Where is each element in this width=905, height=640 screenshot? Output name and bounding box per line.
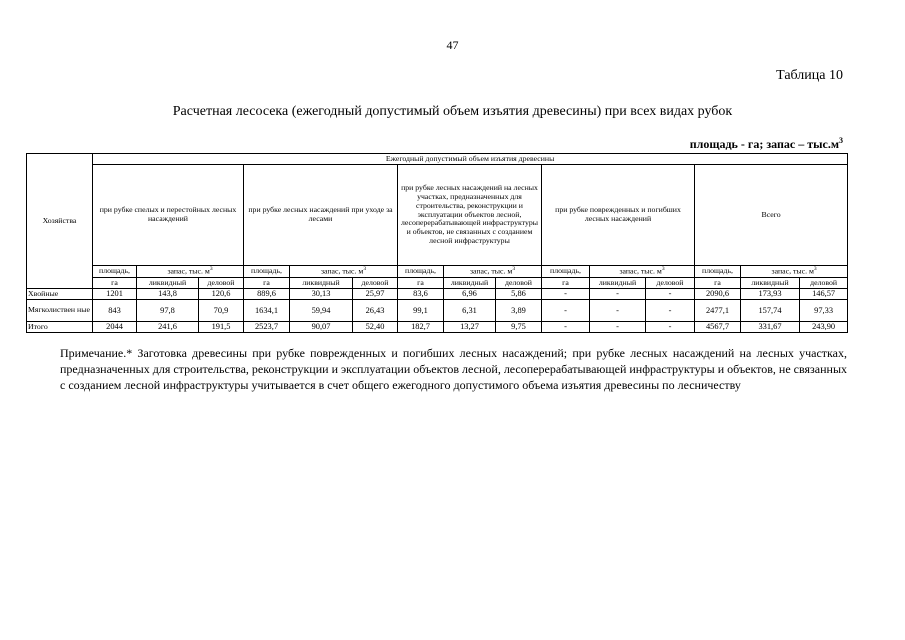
cell: 30,13 (290, 289, 353, 300)
cell: 59,94 (290, 300, 353, 322)
header-liquid: ликвидный (444, 278, 496, 289)
header-stock-text: запас, тыс. м (469, 266, 513, 276)
cell: 157,74 (741, 300, 800, 322)
header-area-unit: га (542, 278, 590, 289)
table-row (27, 322, 848, 333)
cell: 6,31 (444, 300, 496, 322)
table-label: Таблица 10 (776, 68, 843, 83)
cell: 97,8 (137, 300, 199, 322)
cell: 26,43 (353, 300, 398, 322)
header-area-unit: га (93, 278, 137, 289)
header-group-damaged: при рубке поврежденных и погибших лесных насаждений (542, 165, 695, 266)
cell: 13,27 (444, 322, 496, 333)
cell: 2477,1 (695, 300, 741, 322)
row-label: Мягколиствен ные (27, 300, 93, 322)
header-area: площадь, (695, 266, 741, 278)
cell: 331,67 (741, 322, 800, 333)
cell: 889,6 (244, 289, 290, 300)
header-stock-sup: 3 (813, 266, 817, 273)
header-stock-text: запас, тыс. м (619, 266, 662, 276)
header-business: деловой (496, 278, 542, 289)
cell: 99,1 (398, 300, 444, 322)
header-area-unit: га (695, 278, 741, 289)
cell: 2090,6 (695, 289, 741, 300)
header-area-unit: га (244, 278, 290, 289)
header-stock (444, 266, 542, 278)
page-number: 47 (446, 38, 459, 52)
table-row (27, 289, 848, 300)
header-group-construction: при рубке лесных насаждений на лесных участках, предназначенных для строительства, реконструкции и эксплуатации объектов лесной, лесоперерабатывающей инфраструктуры и объектов, не связанных с созданием лесной инфраструктуры (398, 165, 542, 266)
cell: - (590, 289, 646, 300)
cell: 83,6 (398, 289, 444, 300)
units-text: площадь - га; запас – тыс.м (689, 137, 839, 151)
cell: 52,40 (353, 322, 398, 333)
cell: - (542, 322, 590, 333)
header-liquid: ликвидный (741, 278, 800, 289)
cell: 1201 (93, 289, 137, 300)
header-area: площадь, (542, 266, 590, 278)
header-stock (590, 266, 695, 278)
cell: 97,33 (800, 300, 848, 322)
cell: 146,57 (800, 289, 848, 300)
cell: - (542, 289, 590, 300)
header-area: площадь, (398, 266, 444, 278)
cell: - (646, 300, 695, 322)
felling-table (26, 153, 848, 333)
cell: - (646, 322, 695, 333)
cell: - (590, 300, 646, 322)
cell: 3,89 (496, 300, 542, 322)
row-label: Хвойные (27, 289, 93, 300)
header-group-thinning: при рубке лесных насаждений при уходе за лесами (244, 165, 398, 266)
cell: 2523,7 (244, 322, 290, 333)
cell: 243,90 (800, 322, 848, 333)
cell: 191,5 (199, 322, 244, 333)
header-area: площадь, (244, 266, 290, 278)
header-group-mature: при рубке спелых и перестойных лесных насаждений (93, 165, 244, 266)
header-area-unit: га (398, 278, 444, 289)
cell: - (590, 322, 646, 333)
header-stock-text: запас, тыс. м (320, 266, 364, 276)
header-stock-sup: 3 (209, 266, 213, 273)
header-stock-sup: 3 (363, 266, 367, 273)
units-label (690, 136, 843, 152)
header-stock-text: запас, тыс. м (771, 266, 814, 276)
header-business: деловой (800, 278, 848, 289)
header-annual-volume: Ежегодный допустимый объем изъятия древесины (93, 154, 848, 165)
header-stock (137, 266, 244, 278)
cell: 70,9 (199, 300, 244, 322)
header-business: деловой (199, 278, 244, 289)
cell: 5,86 (496, 289, 542, 300)
cell: 120,6 (199, 289, 244, 300)
header-liquid: ликвидный (590, 278, 646, 289)
cell: 6,96 (444, 289, 496, 300)
footnote: Примечание.* Заготовка древесины при рубке поврежденных и погибших лесных насаждений; при рубке лесных насаждений на лесных участках, предназначенных для строительства, реконструкции и эксплуатации объектов лесной, лесоперерабатывающей инфраструктуры и объектов, не связанных с созданием лесной инфраструктуры учитывается в счет общего ежегодного допустимого объема изъятия древесины по лесничеству (60, 346, 847, 392)
cell: 173,93 (741, 289, 800, 300)
cell: 25,97 (353, 289, 398, 300)
header-business: деловой (646, 278, 695, 289)
header-business: деловой (353, 278, 398, 289)
header-stock-sup: 3 (512, 266, 516, 273)
cell: - (646, 289, 695, 300)
header-stock-text: запас, тыс. м (167, 266, 210, 276)
cell: 143,8 (137, 289, 199, 300)
header-stock-sup: 3 (661, 266, 665, 273)
cell: - (542, 300, 590, 322)
header-farms: Хозяйства (27, 154, 93, 289)
header-area: площадь, (93, 266, 137, 278)
cell: 1634,1 (244, 300, 290, 322)
header-stock (290, 266, 398, 278)
header-stock (741, 266, 848, 278)
row-label: Итого (27, 322, 93, 333)
header-liquid: ликвидный (290, 278, 353, 289)
cell: 241,6 (137, 322, 199, 333)
header-liquid: ликвидный (137, 278, 199, 289)
cell: 90,07 (290, 322, 353, 333)
table-row (27, 300, 848, 322)
cell: 2044 (93, 322, 137, 333)
cell: 4567,7 (695, 322, 741, 333)
units-sup: 3 (839, 136, 843, 145)
page-title: Расчетная лесосека (ежегодный допустимый объем изъятия древесины) при всех видах рубок (172, 104, 733, 119)
header-group-total: Всего (695, 165, 848, 266)
cell: 9,75 (496, 322, 542, 333)
cell: 843 (93, 300, 137, 322)
cell: 182,7 (398, 322, 444, 333)
